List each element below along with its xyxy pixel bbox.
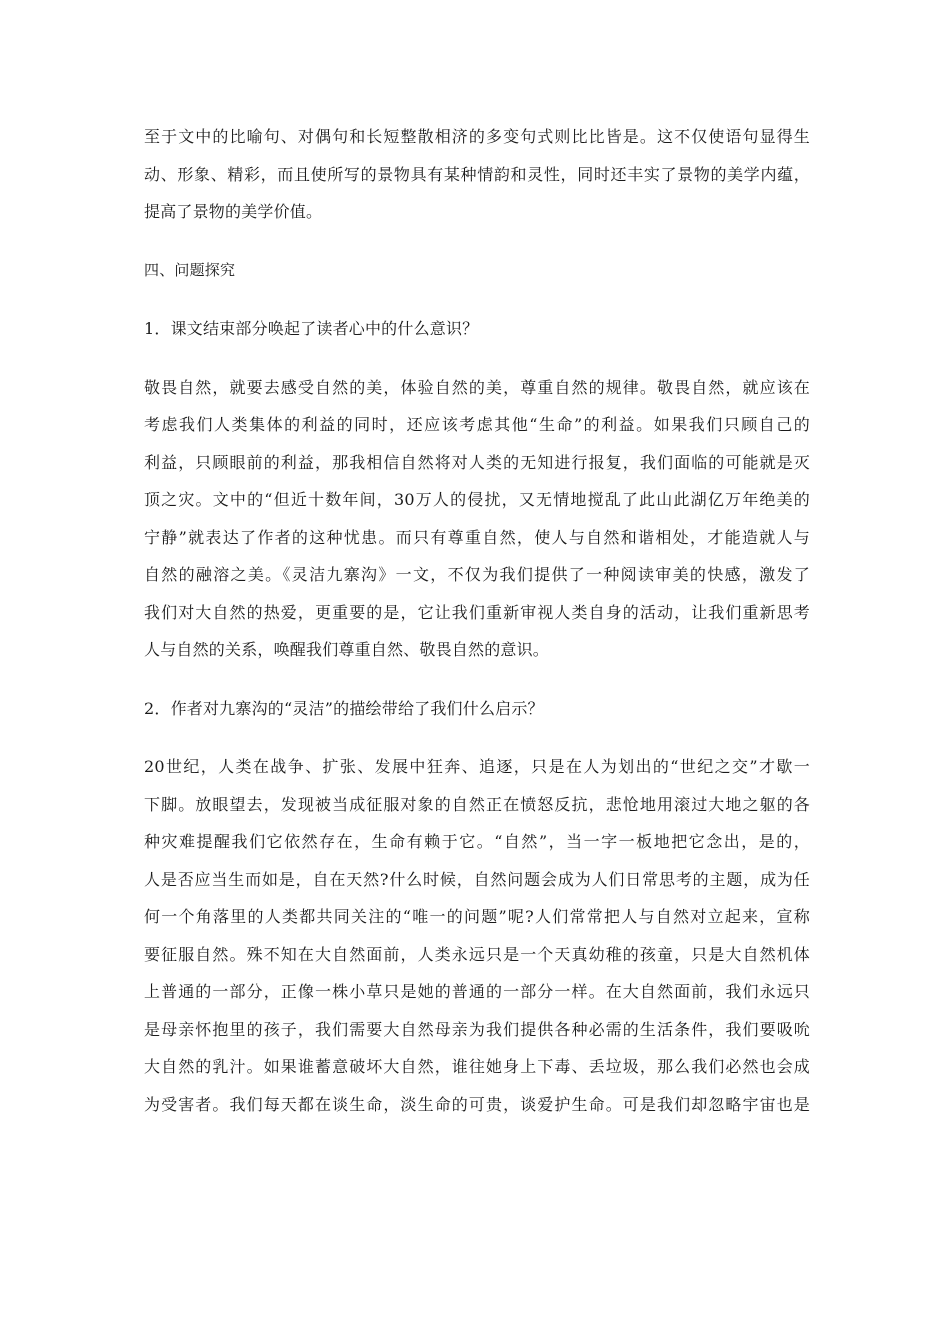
text-line: 动、形象、精彩，而且使所写的景物具有某种情韵和灵性，同时还丰实了景物的美学内蕴，	[144, 164, 810, 184]
text-line: 宁静”就表达了作者的这种忧患。而只有尊重自然，使人与自然和谐相处，才能造就人与	[144, 527, 810, 547]
text-line: 提高了景物的美学价值。	[144, 202, 323, 221]
text-line: 敬畏自然，就要去感受自然的美，体验自然的美，尊重自然的规律。敬畏自然，就应该在	[144, 377, 810, 397]
text-line: 要征服自然。殊不知在大自然面前，人类永远只是一个天真幼稚的孩童，只是大自然机体	[144, 944, 810, 964]
text-line: 利益，只顾眼前的利益，那我相信自然将对人类的无知进行报复，我们面临的可能就是灭	[144, 452, 810, 472]
text-line: 考虑我们人类集体的利益的同时，还应该考虑其他“生命”的利益。如果我们只顾自己的	[144, 415, 810, 434]
answer-1-paragraph	[144, 369, 810, 669]
text-line: 上普通的一部分，正像一株小草只是她的普通的一部分一样。在大自然面前，我们永远只	[144, 982, 810, 1001]
question-1	[144, 310, 810, 348]
text-line: 20世纪，人类在战争、扩张、发展中狂奔、追逐，只是在人为划出的“世纪之交”才歇一	[144, 757, 810, 776]
section-heading-block	[144, 252, 810, 290]
question-2	[144, 690, 810, 728]
text-line: 人是否应当生而如是，自在天然?什么时候，自然问题会成为人们日常思考的主题，成为任	[144, 869, 810, 889]
text-line: 顶之灾。文中的“但近十数年间，30万人的侵扰，又无情地搅乱了此山此湖亿万年绝美的	[144, 490, 810, 509]
question-text: 1．课文结束部分唤起了读者心中的什么意识？	[144, 319, 479, 338]
text-line: 下脚。放眼望去，发现被当成征服对象的自然正在愤怒反抗，悲怆地用滚过大地之躯的各	[144, 794, 810, 814]
text-line: 自然的融溶之美。《灵洁九寨沟》一文，不仅为我们提供了一种阅读审美的快感，激发了	[144, 565, 810, 584]
text-line: 人与自然的关系，唤醒我们尊重自然、敬畏自然的意识。	[144, 640, 550, 659]
text-line: 我们对大自然的热爱，更重要的是，它让我们重新审视人类自身的活动，让我们重新思考	[144, 602, 810, 622]
text-line: 大自然的乳汁。如果谁蓄意破坏大自然，谁往她身上下毒、丢垃圾，那么我们必然也会成	[144, 1057, 810, 1076]
section-heading: 四、问题探究	[144, 260, 236, 279]
question-text: 2．作者对九寨沟的“灵洁”的描绘带给了我们什么启示？	[144, 698, 544, 718]
document-body	[144, 118, 810, 1144]
text-line: 何一个角落里的人类都共同关注的“唯一的问题”呢?人们常常把人与自然对立起来，宣称	[144, 907, 810, 926]
answer-2-paragraph	[144, 748, 810, 1123]
text-line: 至于文中的比喻句、对偶句和长短整散相济的多变句式则比比皆是。这不仅使语句显得生	[144, 127, 810, 146]
intro-paragraph	[144, 118, 810, 231]
text-line: 为受害者。我们每天都在谈生命，淡生命的可贵，谈爱护生命。可是我们却忽略宇宙也是	[144, 1094, 810, 1114]
text-line: 种灾难提醒我们它依然存在，生命有赖于它。“自然”，当一字一板地把它念出，是的，	[144, 832, 810, 851]
text-line: 是母亲怀抱里的孩子，我们需要大自然母亲为我们提供各种必需的生活条件，我们要吸吮	[144, 1019, 810, 1039]
